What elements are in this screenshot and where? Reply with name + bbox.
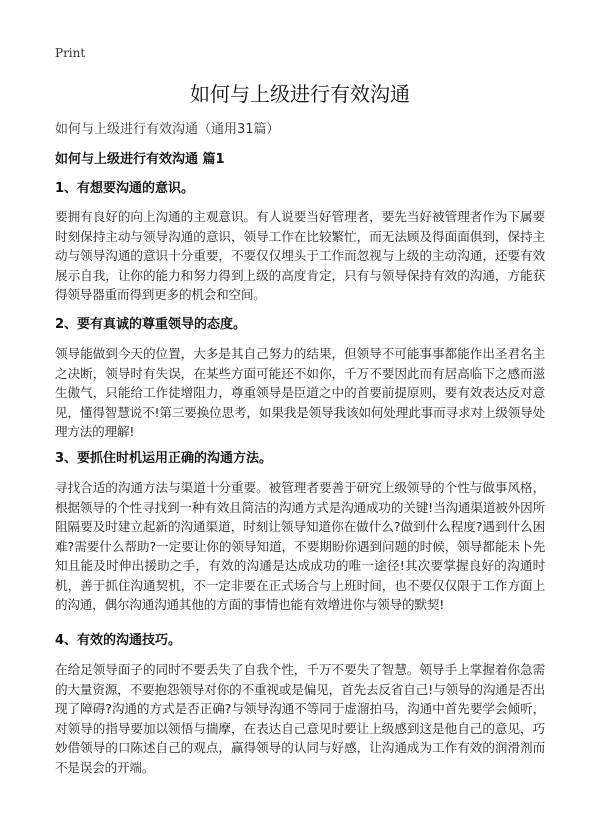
section-paragraph-4: 在给足领导面子的同时不要丢失了自我个性，千万不要失了智慧。领导手上掌握着你急需的大量资源，不要抱怨领导对你的不重视或是偏见，首先去反省自己!与领导的沟通是否出现了障碍?沟通的方式是否正确?与领导沟通不等同于虚溜拍马，沟通中首先要学会倾听，对领导的指导要加以领悟与揣摩，在表达自己意见时要让上级感到这是他自己的意见，巧妙借领导的口陈述自己的观点，赢得领导的认同与好感，让沟通成为工作有效的润滑剂而不是误会的开端。 bbox=[55, 662, 545, 775]
document-subtitle: 如何与上级进行有效沟通（通用31篇） bbox=[55, 122, 280, 137]
part-heading: 如何与上级进行有效沟通 篇1 bbox=[55, 152, 225, 167]
print-link[interactable]: Print bbox=[55, 46, 86, 60]
section-paragraph-3: 寻找合适的沟通方法与渠道十分重要。被管理者要善于研究上级领导的个性与做事风格，根据领导的个性寻找到一种有效且简洁的沟通方式是沟通成功的关键!当沟通渠道被外因所阻隔要及时建立起新的沟通渠道，时刻让领导知道你在做什么?做到什么程度?遇到什么困难?需要什么帮助?一定要让你的领导知道，不要期盼你遇到问题的时候，领导都能未卜先知且能及时伸出援助之手，有效的沟通是达成成功的唯一途径!其次要掌握良好的沟通时机，善于抓住沟通契机，不一定非要在正式场合与上班时间，也不要仅仅限于工作方面上的沟通，偶尔沟通沟通其他的方面的事情也能有效增进你与领导的默契! bbox=[55, 480, 545, 612]
section-heading-2: 2、要有真诚的尊重领导的态度。 bbox=[55, 317, 247, 332]
section-paragraph-2: 领导能做到今天的位置，大多是其自己努力的结果，但领导不可能事事都能作出圣君名主之决断，领导时有失误，在某些方面可能还不如你，千万不要因此而有居高临下之感而滋生傲气，只能给工作徒增阻力，尊重领导是臣道之中的首要前提原则，要有效表达反对意见，懂得智慧说不!第三要换位思考，如果我是领导我该如何处理此事而寻求对上级领导处理方法的理解! bbox=[55, 346, 545, 439]
section-heading-1: 1、有想要沟通的意识。 bbox=[55, 181, 195, 196]
page-title: 如何与上级进行有效沟通 bbox=[190, 82, 410, 106]
section-heading-4: 4、有效的沟通技巧。 bbox=[55, 633, 182, 648]
section-heading-3: 3、要抓住时机运用正确的沟通方法。 bbox=[55, 451, 273, 466]
section-paragraph-1: 要拥有良好的向上沟通的主观意识。有人说要当好管理者，要先当好被管理者作为下属要时刻保持主动与领导沟通的意识，领导工作在比较繁忙，而无法顾及得面面俱到，保持主动与领导沟通的意识十分重要，不要仅仅埋头于工作而忽视与上级的主动沟通，还要有效展示自我，让你的能力和努力得到上级的高度肯定，只有与领导保持有效的沟通，方能获得领导器重而得到更多的机会和空间。 bbox=[55, 209, 545, 302]
